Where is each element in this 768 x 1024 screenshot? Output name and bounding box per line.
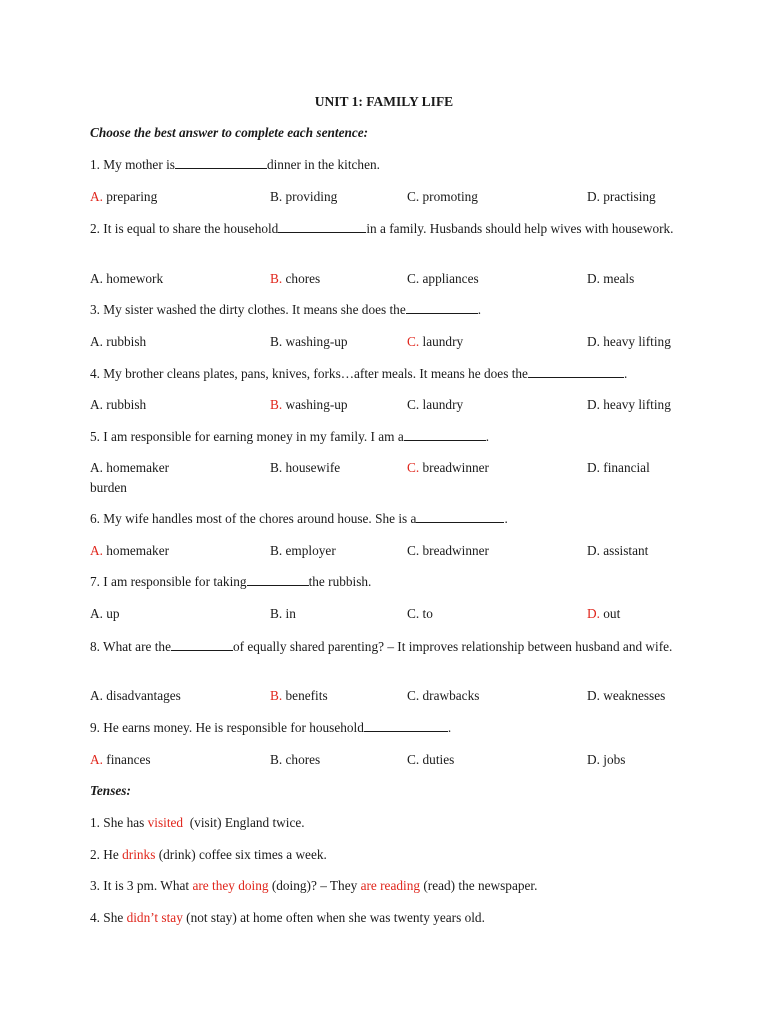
question-text: 4. My brother cleans plates, pans, knives, forks…after meals. It means he does the bbox=[90, 366, 528, 381]
tense-item-1 bbox=[90, 815, 305, 831]
option-b bbox=[270, 271, 320, 287]
option-text: up bbox=[106, 606, 120, 621]
option-letter: D. bbox=[587, 271, 600, 286]
answer-blank bbox=[278, 221, 366, 233]
option-letter: B. bbox=[270, 606, 283, 621]
option-text: homemaker bbox=[106, 543, 170, 558]
instruction: Choose the best answer to complete each sentence: bbox=[90, 125, 369, 140]
answer-blank bbox=[247, 574, 309, 586]
tense-text: 4. She bbox=[90, 910, 127, 925]
option-c bbox=[407, 543, 489, 559]
option-letter: C. bbox=[407, 543, 420, 558]
question-text: 1. My mother is bbox=[90, 157, 175, 172]
option-text: out bbox=[603, 606, 621, 621]
option-letter: C. bbox=[407, 460, 420, 475]
option-text: jobs bbox=[603, 752, 626, 767]
option-letter: A. bbox=[90, 271, 103, 286]
question-text: 8. What are the bbox=[90, 639, 171, 654]
question-5 bbox=[90, 429, 489, 445]
option-c bbox=[407, 271, 479, 287]
question-text: 6. My wife handles most of the chores around house. She is a bbox=[90, 511, 417, 526]
question-text: dinner in the kitchen. bbox=[266, 157, 380, 172]
option-letter: C. bbox=[407, 334, 420, 349]
option-letter: B. bbox=[270, 271, 283, 286]
question-3 bbox=[90, 302, 481, 318]
question-text: 3. My sister washed the dirty clothes. It means she does the bbox=[90, 302, 406, 317]
option-text: housewife bbox=[285, 460, 341, 475]
tense-item-4 bbox=[90, 910, 485, 926]
option-letter: A. bbox=[90, 334, 103, 349]
option-text: appliances bbox=[422, 271, 479, 286]
option-text: finances bbox=[106, 752, 151, 767]
answer-blank bbox=[171, 639, 233, 651]
option-text: laundry bbox=[422, 334, 464, 349]
option-b bbox=[270, 688, 328, 704]
answer-blank bbox=[528, 366, 624, 378]
question-text: . bbox=[477, 302, 482, 317]
option-text: breadwinner bbox=[422, 460, 489, 475]
option-text: washing-up bbox=[285, 397, 348, 412]
question-1 bbox=[90, 157, 380, 173]
question-text: 9. He earns money. He is responsible for household bbox=[90, 720, 364, 735]
tense-text: (read) the newspaper. bbox=[420, 878, 538, 893]
option-c bbox=[407, 752, 454, 768]
option-text: drawbacks bbox=[422, 688, 480, 703]
option-letter: A. bbox=[90, 460, 103, 475]
tense-text: 2. He bbox=[90, 847, 123, 862]
question-text: of equally shared parenting? – It improves relationship between husband and wife. bbox=[232, 639, 673, 654]
option-c bbox=[407, 460, 489, 476]
option-c bbox=[407, 606, 433, 622]
option-text: weaknesses bbox=[603, 688, 666, 703]
option-letter: D. bbox=[587, 752, 600, 767]
question-text: . bbox=[485, 429, 490, 444]
answer-blank bbox=[364, 720, 448, 732]
option-text: assistant bbox=[603, 543, 649, 558]
option-letter: C. bbox=[407, 189, 420, 204]
tense-answer: drinks bbox=[122, 847, 156, 862]
option-text: duties bbox=[422, 752, 455, 767]
option-continuation: burden bbox=[90, 480, 127, 495]
option-letter: B. bbox=[270, 397, 283, 412]
option-text: benefits bbox=[285, 688, 328, 703]
tenses-heading: Tenses: bbox=[90, 783, 131, 798]
option-letter: B. bbox=[270, 334, 283, 349]
option-text: washing-up bbox=[285, 334, 348, 349]
option-c bbox=[407, 397, 463, 413]
question-8 bbox=[90, 638, 680, 656]
option-a bbox=[90, 606, 120, 622]
option-b bbox=[270, 397, 348, 413]
option-a bbox=[90, 688, 181, 704]
page-title: UNIT 1: FAMILY LIFE bbox=[314, 94, 454, 109]
option-letter: C. bbox=[407, 688, 420, 703]
tense-text: 3. It is 3 pm. What bbox=[90, 878, 193, 893]
option-letter: C. bbox=[407, 752, 420, 767]
question-text: in a family. Husbands should help wives with housework. bbox=[366, 221, 674, 236]
option-d bbox=[587, 752, 625, 768]
option-letter: A. bbox=[90, 606, 103, 621]
option-text: homework bbox=[106, 271, 164, 286]
option-c bbox=[407, 189, 478, 205]
tense-item-2 bbox=[90, 847, 327, 863]
option-a bbox=[90, 334, 146, 350]
tense-answer: visited bbox=[147, 815, 184, 830]
option-letter: C. bbox=[407, 397, 420, 412]
question-text: 2. It is equal to share the household bbox=[90, 221, 279, 236]
option-letter: D. bbox=[587, 688, 600, 703]
option-letter: D. bbox=[587, 606, 600, 621]
question-6 bbox=[90, 511, 508, 527]
option-letter: B. bbox=[270, 460, 283, 475]
option-letter: D. bbox=[587, 460, 600, 475]
option-text: chores bbox=[285, 752, 321, 767]
option-text: homemaker bbox=[106, 460, 170, 475]
option-d bbox=[587, 688, 665, 704]
tense-text: (not stay) at home often when she was twenty years old. bbox=[182, 910, 485, 925]
option-a bbox=[90, 460, 169, 476]
question-text: 7. I am responsible for taking bbox=[90, 574, 247, 589]
question-2 bbox=[90, 220, 680, 238]
option-b bbox=[270, 334, 348, 350]
option-c bbox=[407, 688, 479, 704]
option-a bbox=[90, 397, 146, 413]
question-4 bbox=[90, 366, 627, 382]
option-letter: A. bbox=[90, 543, 103, 558]
option-letter: C. bbox=[407, 271, 420, 286]
option-text: preparing bbox=[106, 189, 158, 204]
option-d bbox=[587, 543, 648, 559]
tense-text: (doing)? – They bbox=[268, 878, 361, 893]
option-b bbox=[270, 752, 320, 768]
question-text: 5. I am responsible for earning money in my family. I am a bbox=[90, 429, 404, 444]
answer-blank bbox=[175, 157, 267, 169]
option-letter: D. bbox=[587, 334, 600, 349]
option-letter: A. bbox=[90, 752, 103, 767]
option-d bbox=[587, 606, 620, 622]
option-a bbox=[90, 752, 151, 768]
option-letter: B. bbox=[270, 752, 283, 767]
option-letter: D. bbox=[587, 543, 600, 558]
question-9 bbox=[90, 720, 451, 736]
option-b bbox=[270, 606, 296, 622]
option-text: rubbish bbox=[106, 334, 147, 349]
option-text: providing bbox=[285, 189, 338, 204]
option-d bbox=[587, 397, 671, 413]
tense-text: (visit) England twice. bbox=[183, 815, 305, 830]
option-a bbox=[90, 271, 163, 287]
option-text: breadwinner bbox=[422, 543, 489, 558]
option-text: heavy lifting bbox=[603, 397, 671, 412]
option-b bbox=[270, 460, 340, 476]
option-b bbox=[270, 543, 336, 559]
option-text: to bbox=[422, 606, 433, 621]
option-text: laundry bbox=[422, 397, 464, 412]
option-letter: A. bbox=[90, 189, 103, 204]
option-text: employer bbox=[285, 543, 336, 558]
tense-answer: are they doing bbox=[192, 878, 269, 893]
option-c bbox=[407, 334, 463, 350]
question-text: . bbox=[447, 720, 452, 735]
option-b bbox=[270, 189, 337, 205]
option-letter: A. bbox=[90, 688, 103, 703]
answer-blank bbox=[416, 511, 504, 523]
option-text: heavy lifting bbox=[603, 334, 671, 349]
option-a bbox=[90, 543, 169, 559]
option-letter: C. bbox=[407, 606, 420, 621]
option-d bbox=[587, 334, 671, 350]
option-letter: B. bbox=[270, 543, 283, 558]
question-text: . bbox=[504, 511, 508, 526]
tense-item-3 bbox=[90, 878, 537, 894]
option-letter: B. bbox=[270, 189, 283, 204]
option-text: disadvantages bbox=[106, 688, 181, 703]
option-letter: D. bbox=[587, 397, 600, 412]
tense-answer: didn’t stay bbox=[126, 910, 183, 925]
option-text: chores bbox=[285, 271, 321, 286]
option-letter: A. bbox=[90, 397, 103, 412]
option-d bbox=[587, 460, 650, 476]
tense-answer: are reading bbox=[360, 878, 421, 893]
tense-text: (drink) coffee six times a week. bbox=[155, 847, 327, 862]
option-letter: D. bbox=[587, 189, 600, 204]
question-7 bbox=[90, 574, 371, 590]
option-d bbox=[587, 271, 634, 287]
option-text: in bbox=[285, 606, 296, 621]
option-a bbox=[90, 189, 157, 205]
tense-text: 1. She has bbox=[90, 815, 148, 830]
option-text: promoting bbox=[422, 189, 478, 204]
option-text: practising bbox=[603, 189, 656, 204]
option-text: meals bbox=[603, 271, 635, 286]
question-text: the rubbish. bbox=[308, 574, 372, 589]
answer-blank bbox=[404, 429, 486, 441]
option-text: rubbish bbox=[106, 397, 147, 412]
question-text: . bbox=[623, 366, 628, 381]
option-letter: B. bbox=[270, 688, 283, 703]
option-text: financial bbox=[603, 460, 650, 475]
answer-blank bbox=[406, 302, 478, 314]
option-d bbox=[587, 189, 656, 205]
